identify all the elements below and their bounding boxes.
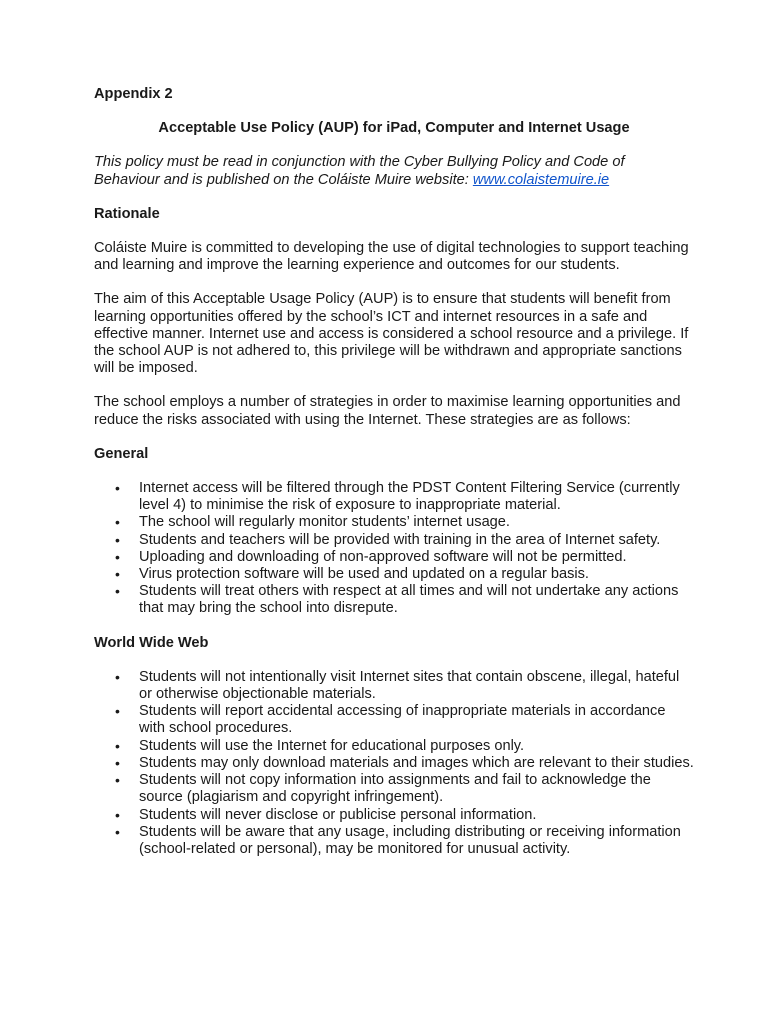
list-item-text: The school will regularly monitor students’ internet usage. [139,514,510,531]
rationale-paragraph-3: The school employs a number of strategies in order to maximise learning opportunities and reduce the risks associated with using the Internet. These strategies are as follows: [94,394,681,428]
list-item-text: Students will be aware that any usage, including distributing or receiving information (school-related or personal), may be monitored for unusual activity. [139,823,681,857]
bullet-icon: • [115,754,120,771]
list-item [94,583,694,617]
bullet-icon: • [115,531,120,548]
rationale-paragraph-2: The aim of this Acceptable Usage Policy (AUP) is to ensure that students will benefit from learning opportunities offered by the school’s ICT and internet resources in a safe and effective manner. Internet use and access is considered a school resource and a privilege. If the school AUP is not adhered to, this privilege will be withdrawn and appropriate sanctions will be imposed. [94,291,689,377]
list-item-text: Students will not intentionally visit Internet sites that contain obscene, illegal, hateful or otherwise objectionable materials. [139,668,680,703]
list-item [94,738,694,755]
appendix-label: Appendix 2 [94,86,173,102]
list-item-text: Uploading and downloading of non-approved software will not be permitted. [139,548,627,565]
list-item [94,824,694,858]
list-item-text: Students will use the Internet for educational purposes only. [139,737,525,754]
bullet-icon: • [115,737,120,754]
bullet-icon: • [115,480,120,497]
list-item-text: Students and teachers will be provided with training in the area of Internet safety. [139,531,661,548]
intro-paragraph [94,154,694,188]
list-item [94,669,694,703]
bullet-icon: • [115,566,120,583]
rationale-heading: Rationale [94,205,160,222]
list-item [94,480,694,514]
list-item [94,532,694,549]
rationale-paragraph-1: Coláiste Muire is committed to developing the use of digital technologies to support teaching and learning and improve the learning experience and outcomes for our students. [94,240,689,274]
intro-text: This policy must be read in conjunction with the Cyber Bullying Policy and Code of Behaviour and is published on the Coláiste Muire website: [94,154,625,188]
list-item-text: Students will not copy information into assignments and fail to acknowledge the source (plagiarism and copyright infringement). [139,772,651,806]
list-item-text: Internet access will be filtered through the PDST Content Filtering Service (currently level 4) to minimise the risk of exposure to inappropriate material. [139,480,680,514]
list-item [94,514,694,531]
general-list [94,480,694,618]
list-item [94,703,694,737]
bullet-icon: • [115,772,120,789]
www-list [94,669,694,858]
bullet-icon: • [115,514,120,531]
bullet-icon: • [115,703,120,720]
document-page [94,86,694,875]
list-item [94,549,694,566]
list-item-text: Students will never disclose or publicise personal information. [139,806,537,823]
www-heading: World Wide Web [94,634,209,651]
list-item-text: Students may only download materials and images which are relevant to their studies. [139,754,694,771]
general-heading: General [94,445,149,462]
bullet-icon: • [115,583,120,600]
page-title: Acceptable Use Policy (AUP) for iPad, Computer and Internet Usage [158,120,630,137]
website-link[interactable]: www.colaistemuire.ie [472,171,610,188]
list-item [94,772,694,806]
list-item [94,566,694,583]
list-item-text: Students will treat others with respect at all times and will not undertake any actions that may bring the school into disrepute. [139,583,679,617]
list-item [94,807,694,824]
bullet-icon: • [115,806,120,823]
bullet-icon: • [115,668,120,685]
list-item-text: Virus protection software will be used and updated on a regular basis. [139,566,589,583]
bullet-icon: • [115,548,120,565]
bullet-icon: • [115,823,120,840]
list-item [94,755,694,772]
list-item-text: Students will report accidental accessing of inappropriate materials in accordance with school procedures. [139,703,666,737]
